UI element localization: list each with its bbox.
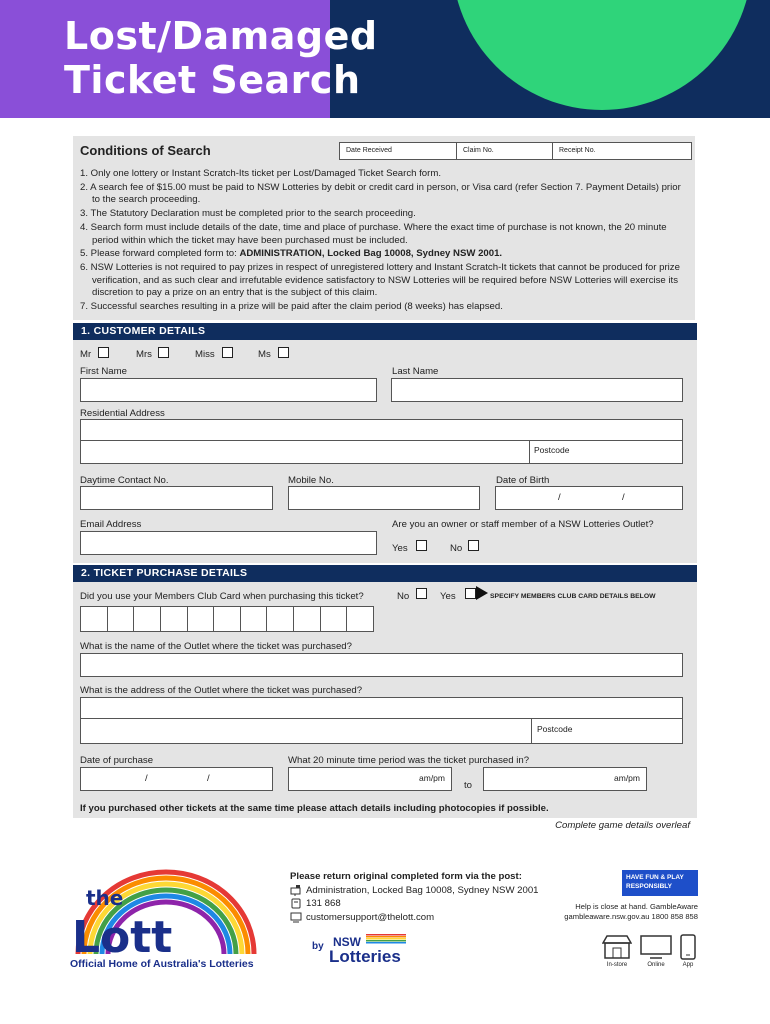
club-card-question: Did you use your Members Club Card when purchasing this ticket? [80, 591, 364, 602]
dob-field[interactable] [495, 486, 683, 510]
dob-slash-1: / [558, 492, 561, 503]
outlet-postcode-field[interactable] [531, 718, 683, 744]
outlet-postcode-label: Postcode [537, 724, 573, 734]
help-line-1: Help is close at hand. GambleAware [575, 902, 698, 911]
arrow-right-icon [476, 586, 488, 600]
outlet-name-question: What is the name of the Outlet where the ticket was purchased? [80, 641, 352, 652]
channel-online: Online [647, 962, 665, 968]
club-no-checkbox[interactable] [416, 588, 427, 599]
receipt-no-cell: Receipt No. [559, 147, 596, 154]
phone-number: 131 868 [306, 898, 341, 909]
badge-line-2: RESPONSIBLY [626, 883, 672, 890]
club-card-digit[interactable] [241, 607, 268, 631]
owner-no-checkbox[interactable] [468, 540, 479, 551]
condition-item [80, 248, 690, 260]
club-no-label: No [397, 591, 410, 602]
outlet-address-line-1-field[interactable] [80, 697, 683, 719]
purchase-date-slash-2: / [207, 773, 210, 784]
owner-yes-checkbox[interactable] [416, 540, 427, 551]
claim-no-cell: Claim No. [457, 143, 553, 159]
specify-club-card-note: SPECIFY MEMBERS CLUB CARD DETAILS BELOW [490, 593, 656, 600]
condition-item: 1. Only one lottery or Instant Scratch-Its ticket per Lost/Damaged Ticket Search form. [80, 168, 441, 179]
title-mrs-checkbox[interactable] [158, 347, 169, 358]
channel-app: App [682, 962, 694, 968]
club-card-digit[interactable] [267, 607, 294, 631]
logo-tagline: Official Home of Australia's Lotteries [70, 958, 254, 970]
computer-icon [290, 912, 302, 923]
office-use-table [339, 142, 692, 160]
channel-in-store: In-store [606, 962, 628, 968]
help-line-2: gambleaware.nsw.gov.au 1800 858 858 [564, 912, 698, 921]
time-period-question: What 20 minute time period was the ticket purchased in? [288, 755, 530, 766]
condition-5-prefix: 5. Please forward completed form to: [80, 248, 240, 260]
time-to-field[interactable] [483, 767, 647, 791]
title-mr-checkbox[interactable] [98, 347, 109, 358]
time-from-ampm: am/pm [419, 773, 445, 783]
conditions-list [80, 168, 690, 315]
club-yes-checkbox[interactable] [465, 588, 476, 599]
title-miss-checkbox[interactable] [222, 347, 233, 358]
outlet-address-question: What is the address of the Outlet where the ticket was purchased? [80, 685, 363, 696]
owner-no-label: No [450, 543, 463, 554]
logo-lott-text: Lott [72, 912, 173, 963]
play-responsibly-badge [622, 870, 698, 896]
time-to-ampm: am/pm [614, 773, 640, 783]
nsw-rainbow-icon [366, 934, 406, 944]
club-card-digit[interactable] [321, 607, 348, 631]
page-title [64, 14, 378, 102]
mobile-app-icon [680, 934, 696, 960]
address-line-2-field[interactable] [80, 440, 530, 464]
first-name-label: First Name [80, 366, 127, 377]
last-name-field[interactable] [391, 378, 683, 402]
badge-line-1: HAVE FUN & PLAY [626, 874, 684, 881]
club-card-digit[interactable] [134, 607, 161, 631]
club-card-digit[interactable] [188, 607, 215, 631]
title-line-1: Lost/Damaged [64, 14, 378, 58]
condition-item: 6. NSW Lotteries is not required to pay prizes in respect of unregistered lottery and Instant Scratch-It tickets that cannot be produced for prize verification, and as such clear and irrefutable evidence satisfactory to NSW Lotteries will be required before NSW Lotteries will exercise its discretion to pay a prize on an entry that is the subject of this claim. [80, 262, 680, 299]
condition-item: 4. Search form must include details of the date, time and place of purchase. Where the exact time of purchase is not known, the 20 minute period within which the ticket may have been purchased must be included. [80, 222, 667, 246]
customer-details-heading: 1. CUSTOMER DETAILS [73, 323, 697, 340]
purchase-date-slash-1: / [145, 773, 148, 784]
email-label: Email Address [80, 519, 142, 530]
date-received-cell: Date Received [340, 143, 457, 159]
store-icon [602, 935, 632, 959]
last-name-label: Last Name [392, 366, 439, 377]
daytime-contact-field[interactable] [80, 486, 273, 510]
header-green-circle [452, 0, 752, 110]
return-title: Please return original completed form via the post: [290, 871, 522, 882]
address-label: Residential Address [80, 408, 165, 419]
dob-label: Date of Birth [496, 475, 550, 486]
time-from-field[interactable] [288, 767, 452, 791]
club-card-digit[interactable] [294, 607, 321, 631]
club-card-digit[interactable] [108, 607, 135, 631]
logo-the-text: the [86, 886, 124, 910]
gambleaware-help [520, 902, 698, 922]
club-card-digit[interactable] [214, 607, 241, 631]
overleaf-note: Complete game details overleaf [555, 820, 690, 831]
club-card-digit[interactable] [161, 607, 188, 631]
phone-icon [290, 898, 302, 909]
mobile-field[interactable] [288, 486, 480, 510]
return-info [290, 870, 539, 924]
return-address-line [290, 884, 539, 898]
title-miss-label: Miss [195, 349, 215, 360]
return-address: Administration, Locked Bag 10008, Sydney NSW 2001 [306, 884, 539, 896]
club-card-number-boxes[interactable] [80, 606, 374, 632]
outlet-name-field[interactable] [80, 653, 683, 677]
outlet-address-line-2-field[interactable] [80, 718, 532, 744]
first-name-field[interactable] [80, 378, 377, 402]
email-line [290, 911, 539, 925]
condition-5-address: ADMINISTRATION, Locked Bag 10008, Sydney NSW 2001. [239, 248, 503, 260]
other-tickets-note: If you purchased other tickets at the same time please attach details including photocopies if possible. [80, 803, 549, 814]
purchase-date-field[interactable] [80, 767, 273, 791]
dob-slash-2: / [622, 492, 625, 503]
owner-yes-label: Yes [392, 543, 408, 554]
postcode-label: Postcode [534, 445, 570, 455]
email-field[interactable] [80, 531, 377, 555]
condition-item: 7. Successful searches resulting in a prize will be paid after the claim period (8 weeks) has elapsed. [80, 301, 503, 313]
title-mrs-label: Mrs [136, 349, 152, 360]
time-to-label: to [464, 780, 473, 791]
club-yes-label: Yes [440, 591, 456, 602]
condition-item: 2. A search fee of $15.00 must be paid to NSW Lotteries by debit or credit card in person, or Visa card (refer Section 7. Payment Details) prior to the search proceeding. [80, 181, 681, 206]
title-ms-checkbox[interactable] [278, 347, 289, 358]
phone-line [290, 897, 539, 911]
nsw-text: NSW [333, 935, 361, 949]
postcode-field[interactable] [529, 440, 683, 464]
lotteries-text: Lotteries [329, 947, 401, 966]
condition-item: 3. The Statutory Declaration must be completed prior to the search proceeding. [80, 208, 416, 220]
owner-question: Are you an owner or staff member of a NSW Lotteries Outlet? [392, 519, 654, 530]
address-line-1-field[interactable] [80, 419, 683, 441]
the-lott-logo [66, 862, 271, 972]
desktop-icon [640, 935, 672, 959]
header-banner [0, 0, 770, 118]
conditions-title: Conditions of Search [80, 143, 211, 158]
club-card-digit[interactable] [347, 607, 373, 631]
by-label: by [312, 941, 324, 952]
title-mr-label: Mr [80, 349, 92, 360]
title-line-2: Ticket Search [64, 58, 361, 102]
title-ms-label: Ms [258, 349, 271, 360]
mobile-label: Mobile No. [288, 475, 334, 486]
ticket-details-heading: 2. TICKET PURCHASE DETAILS [73, 565, 697, 582]
mailbox-icon [290, 885, 302, 896]
support-email[interactable]: customersupport@thelott.com [306, 911, 435, 923]
club-card-digit[interactable] [81, 607, 108, 631]
purchase-date-label: Date of purchase [80, 755, 154, 766]
daytime-contact-label: Daytime Contact No. [80, 475, 169, 486]
